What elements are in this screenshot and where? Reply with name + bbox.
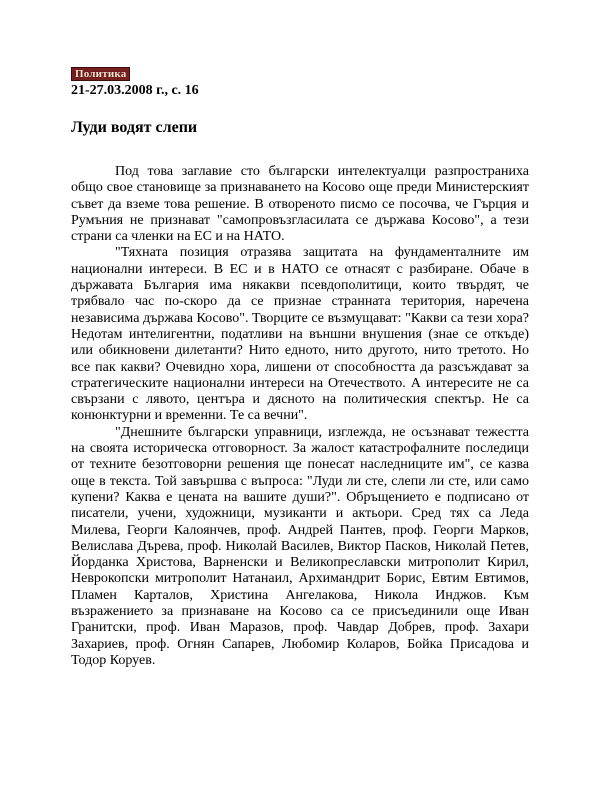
article-paragraph: Под това заглавие сто български интелектуалци разпространиха общо свое становище за признаването на Косово още преди Министерският съвет да вземе това решение. В отвореното писмо се посочва, че Гърция и Румъния не признават "самопровъзгласилата се държава Косово", а тези страни са членки на ЕС и на НАТО. <box>71 164 529 245</box>
article-paragraph: "Тяхната позиция отразява защитата на фундаменталните им национални интереси. В ЕС и в НАТО се отнасят с разбиране. Обаче в държавата България има някакви псевдополитици, които твърдят, че трябвало час по-скоро да се признае странната територия, наречена независима държава Косово". Творците се възмущават: "Какви са тези хора? Недотам интелигентни, податливи на външни внушения (знае се откъде) или обикновени дилетанти? Нито едното, нито другото, нито третото. Но все пак какви? Очевидно хора, лишени от способността да разсъждават за стратегическите национални интереси на Отечеството. А интересите не са свързани с лявото, центъра и дясното на политическия спектър. Не са конюнктурни и временни. Те са вечни". <box>71 245 529 424</box>
issue-date-line: 21-27.03.2008 г., с. 16 <box>71 83 199 98</box>
article-body <box>71 164 529 669</box>
newspaper-logo: Политика <box>71 67 130 81</box>
article-title: Луди водят слепи <box>71 119 198 136</box>
article-paragraph: "Днешните български управници, изглежда, не осъзнават тежестта на своята историческа отговорност. За жалост катастрофалните последици от техните безотговорни решения ще понесат наследниците им", се казва още в текста. Той завършва с въпроса: "Луди ли сте, слепи ли сте, или само купени? Каква е цената на вашите души?". Обръщението е подписано от писатели, учени, художници, музиканти и актьори. Сред тях са Леда Милева, Георги Калоянчев, проф. Андрей Пантев, проф. Георги Марков, Велислава Дърева, проф. Николай Василев, Виктор Пасков, Николай Петев, Йорданка Христова, Варненски и Великопреславски митрополит Кирил, Неврокопски митрополит Натанаил, Архимандрит Борис, Евтим Евтимов, Пламен Карталов, Христина Ангелакова, Никола Инджов. Към възражението за признаване на Косово са се присъединили още Иван Гранитски, проф. Иван Маразов, проф. Чавдар Добрев, проф. Захари Захариев, проф. Огнян Сапарев, Любомир Коларов, Бойка Присадова и Тодор Коруев. <box>71 424 529 668</box>
